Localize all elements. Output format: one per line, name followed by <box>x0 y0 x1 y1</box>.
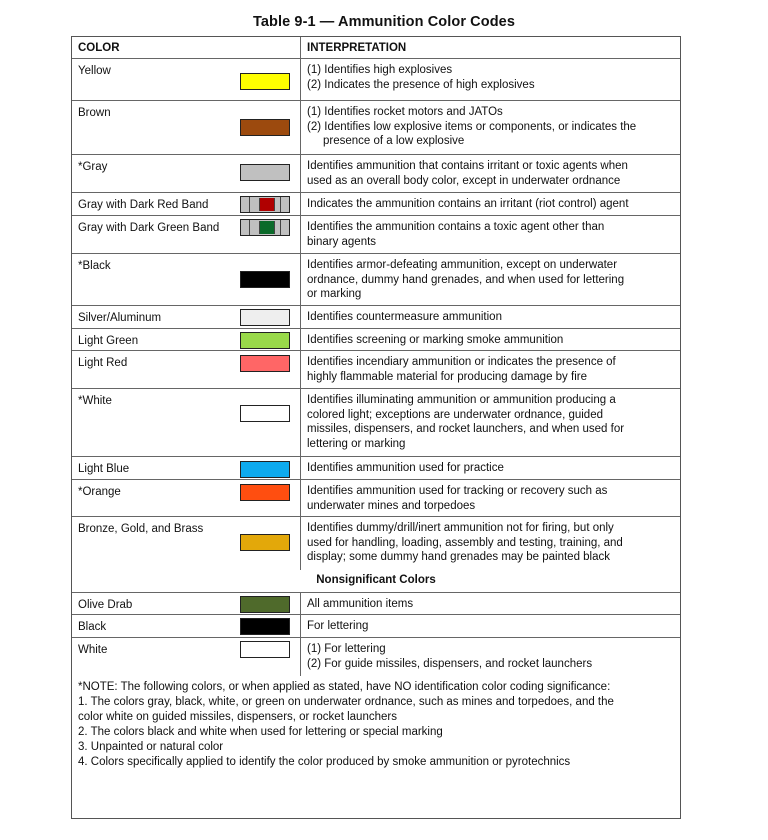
color-cell <box>72 216 301 253</box>
note-line: 2. The colors black and white when used for lettering or special marking <box>78 726 443 738</box>
color-name: Light Green <box>78 335 139 347</box>
band-divider <box>280 197 281 212</box>
color-name: Silver/Aluminum <box>78 312 162 324</box>
interpretation-line: (2) Identifies low explosive items or components, or indicates the <box>307 120 637 133</box>
interpretation-line: Indicates the ammunition contains an irritant (riot control) agent <box>307 198 629 210</box>
interpretation-line: Identifies ammunition used for tracking or recovery such as <box>307 485 608 497</box>
table-row <box>72 329 680 351</box>
header-interpretation: INTERPRETATION <box>307 42 407 54</box>
interpretation-line: (1) Identifies rocket motors and JATOs <box>307 106 503 118</box>
color-name: Olive Drab <box>78 599 133 611</box>
interpretation-cell <box>301 638 680 676</box>
interpretation-cell <box>301 480 680 516</box>
interpretation-cell <box>301 517 680 570</box>
color-cell <box>72 193 301 215</box>
light-red-swatch <box>240 355 290 372</box>
note-line: color white on guided missiles, dispensers, or rocket launchers <box>78 711 397 723</box>
interpretation-cell <box>301 193 680 215</box>
white-swatch <box>240 405 290 422</box>
color-name: White <box>78 644 108 656</box>
interpretation-line: (2) Indicates the presence of high explosives <box>307 78 535 91</box>
color-cell <box>72 155 301 192</box>
interpretation-line: display; some dummy hand grenades may be painted black <box>307 551 611 563</box>
interpretation-line: colored light; exceptions are underwater ordnance, guided <box>307 408 603 421</box>
interpretation-line: used for handling, loading, assembly and testing, training, and <box>307 536 623 549</box>
interpretation-line: missiles, dispensers, and rocket launchers, and when used for <box>307 423 625 435</box>
nonsignificant-rows <box>72 593 680 676</box>
interpretation-cell <box>301 329 680 350</box>
table-row <box>72 59 680 101</box>
table-row <box>72 193 680 216</box>
table-row <box>72 517 680 570</box>
brown-swatch <box>240 119 290 136</box>
color-cell <box>72 638 301 676</box>
black-swatch <box>240 618 290 635</box>
color-cell <box>72 457 301 479</box>
interpretation-cell <box>301 155 680 192</box>
note-line: 3. Unpainted or natural color <box>78 741 224 753</box>
table-row <box>72 457 680 480</box>
interpretation-line: (2) For guide missiles, dispensers, and rocket launchers <box>307 657 593 670</box>
bronze-gold-and-brass-swatch <box>240 534 290 551</box>
color-cell <box>72 517 301 570</box>
gray-with-dark-green-band-swatch <box>240 219 290 236</box>
table-row <box>72 480 680 517</box>
interpretation-cell <box>301 389 680 456</box>
color-cell <box>72 389 301 456</box>
interpretation-line: Identifies ammunition used for practice <box>307 462 504 474</box>
interpretation-cell <box>301 59 680 100</box>
table-row <box>72 306 680 329</box>
interpretation-line: or marking <box>307 288 362 300</box>
orange-swatch <box>240 484 290 501</box>
color-name: Yellow <box>78 65 111 77</box>
color-cell <box>72 329 301 350</box>
silver-aluminum-swatch <box>240 309 290 326</box>
table-row <box>72 615 680 638</box>
interpretation-line: presence of a low explosive <box>323 135 465 147</box>
interpretation-line: lettering or marking <box>307 437 406 450</box>
notes <box>72 676 620 818</box>
subheading-row <box>72 570 680 593</box>
color-band <box>259 198 275 211</box>
gray-with-dark-red-band-swatch <box>240 196 290 213</box>
color-cell <box>72 254 301 305</box>
light-green-swatch <box>240 332 290 349</box>
table-row <box>72 101 680 155</box>
interpretation-line: Identifies the ammunition contains a toxic agent other than <box>307 221 605 233</box>
color-name: Light Red <box>78 357 128 369</box>
interpretation-cell <box>301 254 680 305</box>
interpretation-line: Identifies dummy/drill/inert ammunition not for firing, but only <box>307 522 614 534</box>
interpretation-cell <box>301 306 680 328</box>
table-row <box>72 593 680 615</box>
notes-row <box>72 676 680 818</box>
interpretation-line: highly flammable material for producing damage by fire <box>307 370 587 383</box>
table-row <box>72 389 680 457</box>
interpretation-line: (1) For lettering <box>307 643 386 655</box>
color-cell <box>72 351 301 388</box>
color-name: Bronze, Gold, and Brass <box>78 523 204 535</box>
color-name: Black <box>78 621 107 633</box>
interpretation-line: binary agents <box>307 235 377 248</box>
interpretation-line: ordnance, dummy hand grenades, and when used for lettering <box>307 273 625 286</box>
color-cell <box>72 593 301 614</box>
table-row <box>72 254 680 306</box>
gray-swatch <box>240 164 290 181</box>
interpretation-line: Identifies screening or marking smoke ammunition <box>307 334 564 346</box>
yellow-swatch <box>240 73 290 90</box>
note-line: *NOTE: The following colors, or when applied as stated, have NO identification color coding significance: <box>78 681 611 693</box>
black-swatch <box>240 271 290 288</box>
note-line: 1. The colors gray, black, white, or green on underwater ordnance, such as mines and torpedoes, and the <box>78 696 614 708</box>
interpretation-line: For lettering <box>307 620 369 632</box>
color-cell <box>72 101 301 154</box>
interpretation-line: used as an overall body color, except in underwater ordnance <box>307 174 621 187</box>
light-blue-swatch <box>240 461 290 478</box>
white-swatch <box>240 641 290 658</box>
band-divider <box>280 220 281 235</box>
color-name: Gray with Dark Red Band <box>78 199 209 211</box>
interpretation-line: (1) Identifies high explosives <box>307 64 453 76</box>
interpretation-line: Identifies illuminating ammunition or ammunition producing a <box>307 394 616 406</box>
band-divider <box>249 197 250 212</box>
color-name: Gray with Dark Green Band <box>78 222 220 234</box>
significant-rows <box>72 59 680 570</box>
interpretation-cell <box>301 351 680 388</box>
color-cell <box>72 59 301 100</box>
color-name: Light Blue <box>78 463 130 475</box>
table-row <box>72 351 680 389</box>
interpretation-line: Identifies ammunition that contains irritant or toxic agents when <box>307 160 628 172</box>
interpretation-line: All ammunition items <box>307 598 414 610</box>
color-name: *Black <box>78 260 111 272</box>
band-divider <box>249 220 250 235</box>
color-band <box>259 221 275 234</box>
nonsignificant-heading: Nonsignificant Colors <box>316 574 436 586</box>
note-line: 4. Colors specifically applied to identify the color produced by smoke ammunition or pyrotechnics <box>78 756 571 768</box>
interpretation-cell <box>301 593 680 614</box>
table-title: Table 9-1 — Ammunition Color Codes <box>253 14 515 30</box>
color-cell <box>72 615 301 637</box>
interpretation-cell <box>301 615 680 637</box>
table-row <box>72 638 680 676</box>
color-cell <box>72 306 301 328</box>
color-cell <box>72 480 301 516</box>
interpretation-line: underwater mines and torpedoes <box>307 499 476 512</box>
color-name: *Orange <box>78 486 121 498</box>
olive-drab-swatch <box>240 596 290 613</box>
color-name: *Gray <box>78 161 108 173</box>
interpretation-cell <box>301 457 680 479</box>
interpretation-line: Identifies incendiary ammunition or indicates the presence of <box>307 356 616 368</box>
color-name: Brown <box>78 107 111 119</box>
table-row <box>72 155 680 193</box>
table-header-row <box>72 37 680 59</box>
interpretation-line: Identifies countermeasure ammunition <box>307 311 502 323</box>
header-color: COLOR <box>72 37 301 58</box>
interpretation-cell <box>301 216 680 253</box>
table-row <box>72 216 680 254</box>
interpretation-cell <box>301 101 680 154</box>
interpretation-line: Identifies armor-defeating ammunition, except on underwater <box>307 259 618 271</box>
color-code-table <box>71 36 681 819</box>
color-name: *White <box>78 395 112 407</box>
